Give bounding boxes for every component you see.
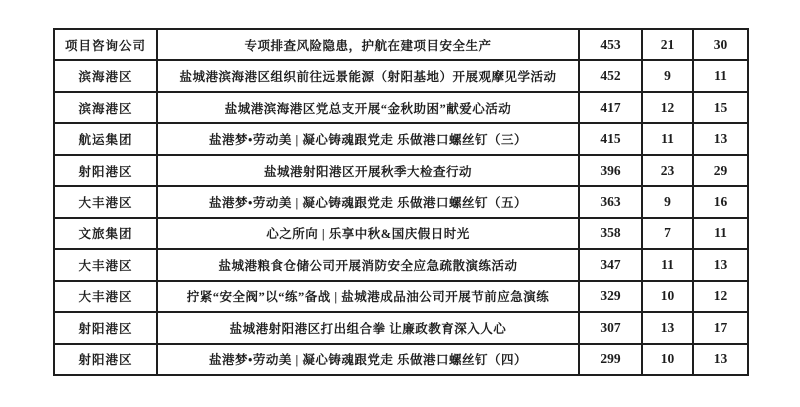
article-title-cell: 盐港梦•劳动美 | 凝心铸魂跟党走 乐做港口螺丝钉（四） bbox=[157, 344, 579, 375]
value1-cell: 347 bbox=[579, 249, 642, 280]
value2-cell: 10 bbox=[642, 281, 693, 312]
article-title-cell: 盐城港射阳港区打出组合拳 让廉政教育深入人心 bbox=[157, 312, 579, 343]
value1-cell: 417 bbox=[579, 92, 642, 123]
value1-cell: 299 bbox=[579, 344, 642, 375]
article-title-cell: 盐港梦•劳动美 | 凝心铸魂跟党走 乐做港口螺丝钉（三） bbox=[157, 123, 579, 154]
document-page bbox=[53, 28, 749, 376]
value2-cell: 12 bbox=[642, 92, 693, 123]
article-title-cell: 盐城港滨海港区组织前往远景能源（射阳基地）开展观摩见学活动 bbox=[157, 60, 579, 91]
table-row bbox=[54, 155, 748, 186]
value1-cell: 452 bbox=[579, 60, 642, 91]
unit-cell: 文旅集团 bbox=[54, 218, 157, 249]
unit-cell: 大丰港区 bbox=[54, 186, 157, 217]
value3-cell: 13 bbox=[693, 344, 748, 375]
unit-cell: 航运集团 bbox=[54, 123, 157, 154]
value2-cell: 13 bbox=[642, 312, 693, 343]
table-row bbox=[54, 123, 748, 154]
value3-cell: 12 bbox=[693, 281, 748, 312]
value1-cell: 453 bbox=[579, 29, 642, 60]
value2-cell: 21 bbox=[642, 29, 693, 60]
article-title-cell: 拧紧“安全阀”以“练”备战 | 盐城港成品油公司开展节前应急演练 bbox=[157, 281, 579, 312]
value1-cell: 396 bbox=[579, 155, 642, 186]
value3-cell: 30 bbox=[693, 29, 748, 60]
table-row bbox=[54, 344, 748, 375]
report-table bbox=[53, 28, 749, 376]
table-row bbox=[54, 29, 748, 60]
value3-cell: 13 bbox=[693, 249, 748, 280]
article-title-cell: 盐城港粮食仓储公司开展消防安全应急疏散演练活动 bbox=[157, 249, 579, 280]
value1-cell: 363 bbox=[579, 186, 642, 217]
unit-cell: 射阳港区 bbox=[54, 344, 157, 375]
table-row bbox=[54, 281, 748, 312]
table-row bbox=[54, 218, 748, 249]
table-row bbox=[54, 249, 748, 280]
value3-cell: 13 bbox=[693, 123, 748, 154]
unit-cell: 项目咨询公司 bbox=[54, 29, 157, 60]
value2-cell: 7 bbox=[642, 218, 693, 249]
value3-cell: 15 bbox=[693, 92, 748, 123]
table-row bbox=[54, 92, 748, 123]
unit-cell: 射阳港区 bbox=[54, 155, 157, 186]
unit-cell: 滨海港区 bbox=[54, 60, 157, 91]
article-title-cell: 盐城港射阳港区开展秋季大检查行动 bbox=[157, 155, 579, 186]
value1-cell: 307 bbox=[579, 312, 642, 343]
article-title-cell: 心之所向 | 乐享中秋&国庆假日时光 bbox=[157, 218, 579, 249]
value2-cell: 11 bbox=[642, 123, 693, 154]
unit-cell: 射阳港区 bbox=[54, 312, 157, 343]
unit-cell: 大丰港区 bbox=[54, 249, 157, 280]
table-row bbox=[54, 60, 748, 91]
value3-cell: 16 bbox=[693, 186, 748, 217]
value2-cell: 11 bbox=[642, 249, 693, 280]
value2-cell: 9 bbox=[642, 60, 693, 91]
value3-cell: 11 bbox=[693, 60, 748, 91]
value3-cell: 29 bbox=[693, 155, 748, 186]
value1-cell: 329 bbox=[579, 281, 642, 312]
value2-cell: 23 bbox=[642, 155, 693, 186]
table-row bbox=[54, 312, 748, 343]
value3-cell: 17 bbox=[693, 312, 748, 343]
value2-cell: 10 bbox=[642, 344, 693, 375]
value2-cell: 9 bbox=[642, 186, 693, 217]
value1-cell: 358 bbox=[579, 218, 642, 249]
table-row bbox=[54, 186, 748, 217]
unit-cell: 大丰港区 bbox=[54, 281, 157, 312]
value3-cell: 11 bbox=[693, 218, 748, 249]
value1-cell: 415 bbox=[579, 123, 642, 154]
article-title-cell: 专项排查风险隐患，护航在建项目安全生产 bbox=[157, 29, 579, 60]
report-table-body bbox=[54, 29, 748, 375]
article-title-cell: 盐城港滨海港区党总支开展“金秋助困”献爱心活动 bbox=[157, 92, 579, 123]
article-title-cell: 盐港梦•劳动美 | 凝心铸魂跟党走 乐做港口螺丝钉（五） bbox=[157, 186, 579, 217]
unit-cell: 滨海港区 bbox=[54, 92, 157, 123]
